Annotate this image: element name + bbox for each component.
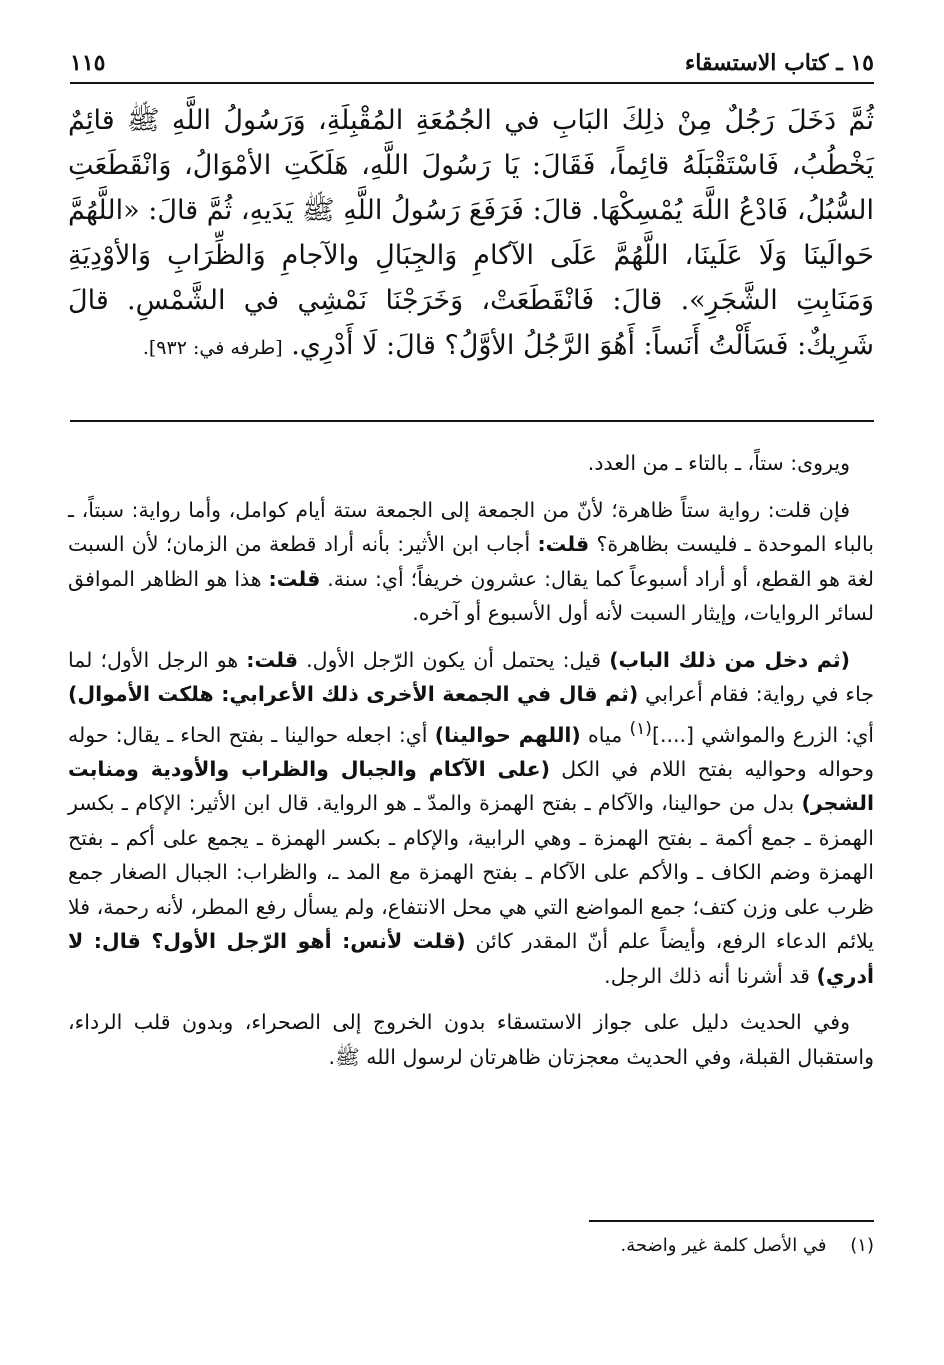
- qult-label: قلت:: [246, 647, 298, 672]
- commentary-text: قيل: يحتمل أن يكون الرّجل الأول.: [306, 647, 602, 672]
- commentary-text: فإن قلت: رواية ستاً ظاهرة؛ لأنّ من الجمعة إلى الجمعة ستة أيام كوامل، وأما رواية: سبتاً، ـ بالباء الموحدة ـ فليست بظاهرة؟: [68, 497, 874, 556]
- commentary-text: وفي الحديث دليل على جواز الاستسقاء بدون الخروج إلى الصحراء، وبدون قلب الرداء، واستقبال القبلة، وفي الحديث معجزتان ظاهرتان لرسول الله ﷺ.: [68, 1010, 874, 1069]
- commentary-text: قد أشرنا أنه ذلك الرجل.: [604, 963, 810, 988]
- page-number: ١١٥: [70, 50, 106, 76]
- commentary-paragraph-2: [68, 493, 874, 631]
- commentary-text: أي: الزرع والمواشي [....]: [651, 722, 874, 747]
- commentary-text: ويروى: ستاً، ـ بالتاء ـ من العدد.: [587, 451, 850, 475]
- chapter-title: ١٥ ـ كتاب الاستسقاء: [684, 50, 874, 76]
- hadith-quote: (قلت لأنس: أهو الرّجل الأول؟ قال: لا أدري): [68, 929, 874, 988]
- commentary-paragraph-3: [68, 643, 874, 994]
- commentary-text: أي: اجعله حوالينا ـ بفتح الحاء ـ يقال: حوله وحواله وحواليه بفتح اللام في الكل: [68, 722, 874, 781]
- hadith-quote: (اللهم حوالينا): [434, 722, 581, 747]
- footnote-text: في الأصل كلمة غير واضحة.: [620, 1235, 827, 1256]
- hadith-text: ثُمَّ دَخَلَ رَجُلٌ مِنْ ذلِكَ البَابِ في الجُمُعَةِ المُقْبِلَةِ، وَرَسُولُ اللَّهِ ﷺ قائِمٌ يَخْطُبُ، فَاسْتَقْبَلَهُ قائِماً، فَقَالَ: يَا رَسُولَ اللَّهِ، هَلَكَتِ الأمْوَالُ، وَانْقَطَعَتِ السُّبُلُ، فَادْعُ اللَّهَ يُمْسِكْهَا. قالَ: فَرَفَعَ رَسُولُ اللَّهِ ﷺ يَدَيهِ، ثُمَّ قالَ: «اللَّهُمَّ حَوالَينَا وَلَا عَلَينَا، اللَّهُمَّ عَلَى الآكامِ وَالجِبَالِ والآجامِ وَالظِّرَابِ وَالأوْدِيَةِ وَمَنَابِتِ الشَّجَرِ». قالَ: فَانْقَطَعَتْ، وَخَرَجْنَا نَمْشِي في الشَّمْسِ. قالَ شَرِيكٌ: فَسَأَلْتُ أَنَساً: أَهُوَ الرَّجُلُ الأوَّلُ؟ قالَ: لَا أَدْرِي.: [68, 105, 874, 361]
- commentary-paragraph-4: [68, 1005, 874, 1074]
- page-header: [70, 42, 874, 84]
- hadith-text-block: [68, 98, 874, 371]
- commentary-text: بدل من حوالينا، والآكام ـ بفتح الهمزة والمدّ ـ هو الرواية. قال ابن الأثير: الإكام ـ بكسر الهمزة ـ جمع أكمة ـ بفتح الهمزة ـ وهي الرابية، والإكام ـ بكسر الهمزة ـ يجمع على أكم ـ بفتح الهمزة وضم الكاف ـ والأكم على الآكام ـ بفتح الهمزة مع المد ـ، والظراب: الجبال الصغار جمع ظرب على وزن كتف؛ جمع المواضع التي هي محل الانتفاع، ولم يسأل رفع المطر، لأنه رحمة، فلا يلائم الدعاء الرفع، وأيضاً علم أنّ المقدر كائن: [68, 791, 874, 954]
- commentary-paragraph-1: [68, 446, 874, 481]
- section-divider: [70, 420, 874, 422]
- hadith-quote: (على الآكام والجبال والظراب والأودية ومنابت الشجر): [68, 756, 874, 816]
- footnote-reference[interactable]: (١): [629, 718, 652, 739]
- qult-label: قلت:: [268, 566, 321, 591]
- footnote-divider: [589, 1220, 874, 1222]
- commentary-text: أجاب ابن الأثير: بأنه أراد قطعة من الزمان؛ لأن السبت لغة هو القطع، أو أراد أسبوعاً كما يقال: عشرون خريفاً؛ أي: سنة.: [68, 532, 874, 591]
- commentary-text: هذا هو الظاهر الموافق لسائر الروايات، وإيثار السبت لأنه أول الأسبوع أو آخره.: [68, 566, 874, 625]
- footnote-number: (١): [850, 1235, 874, 1256]
- hadith-quote: (ثم قال في الجمعة الأخرى ذلك الأعرابي: هلكت الأموال): [68, 682, 639, 706]
- hadith-quote: (ثم دخل من ذلك الباب): [609, 647, 850, 672]
- footnote: [300, 1232, 874, 1260]
- commentary-text: مياه: [588, 722, 623, 747]
- commentary-block: [68, 446, 874, 1086]
- qult-label: قلت:: [537, 532, 590, 556]
- commentary-text: هو الرجل الأول؛ لما جاء في رواية: فقام أعرابي: [68, 647, 874, 706]
- hadith-reference: [طرفه في: ٩٣٢].: [142, 337, 283, 359]
